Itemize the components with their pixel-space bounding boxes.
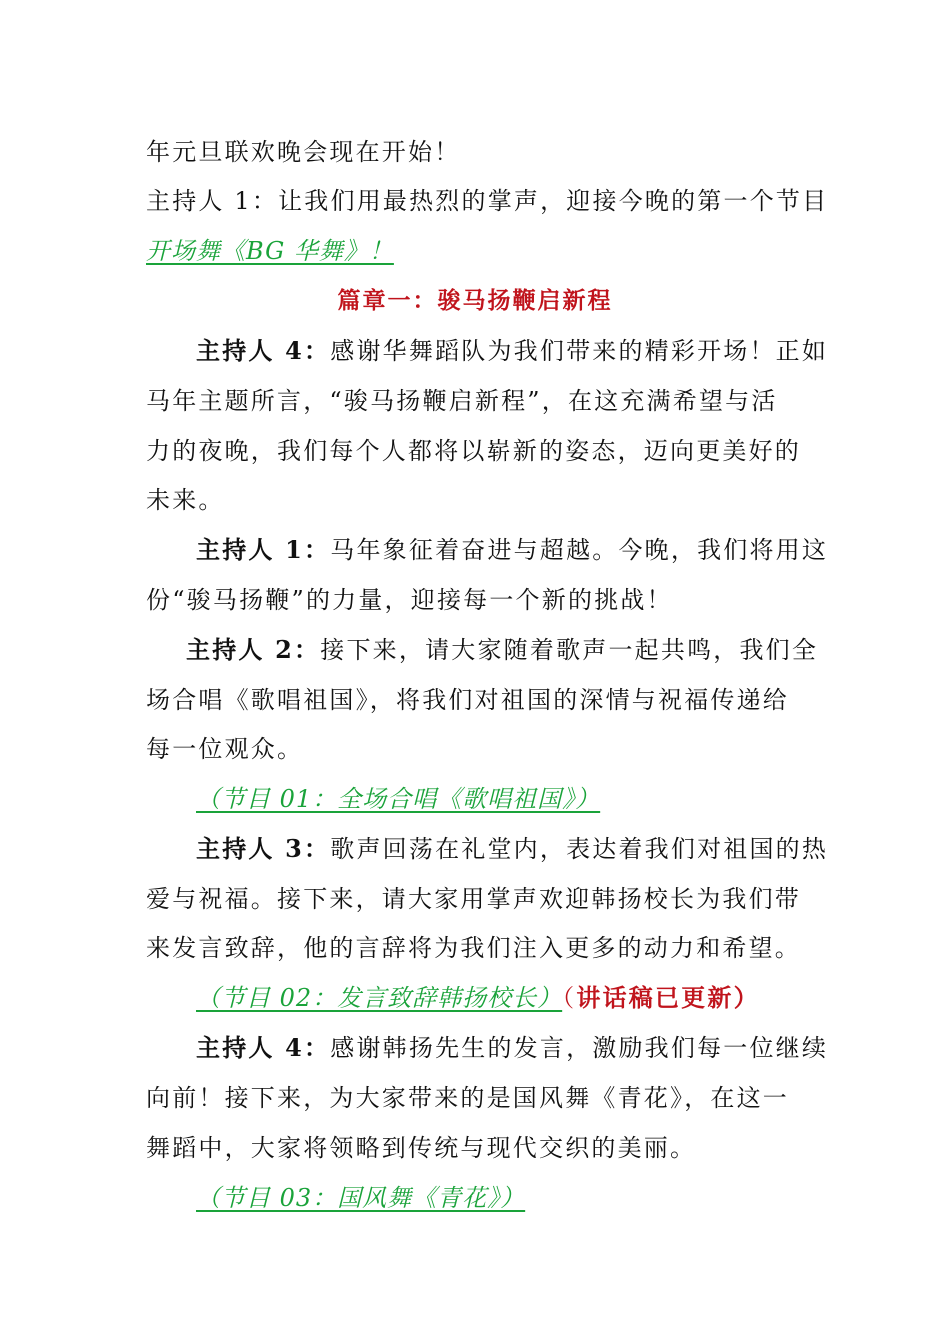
paragraph-line — [186, 635, 818, 665]
paragraph-line: 来发言致辞，他的言辞将为我们注入更多的动力和希望。 — [146, 934, 801, 962]
paragraph-text: 接下来，请大家随着歌声一起共鸣，我们全 — [320, 636, 819, 664]
paragraph-line: 马年主题所言，“骏马扬鞭启新程”，在这充满希望与活 — [146, 387, 778, 415]
paragraph-line: 爱与祝福。接下来，请大家用掌声欢迎韩扬校长为我们带 — [146, 885, 801, 913]
paragraph-line: 未来。 — [146, 486, 225, 514]
text-line: 主持人 1：让我们用最热烈的掌声，迎接今晚的第一个节目 — [146, 187, 829, 215]
speaker-label: 主持人 1： — [196, 535, 331, 564]
program-item: （节目 03：国风舞《青花》） — [196, 1184, 526, 1212]
paragraph-text: 马年象征着奋进与超越。今晚，我们将用这 — [330, 536, 829, 564]
paragraph-line: 份“骏马扬鞭”的力量，迎接每一个新的挑战！ — [146, 586, 673, 614]
speaker-label: 主持人 3： — [196, 834, 331, 863]
paragraph-text: 歌声回荡在礼堂内，表达着我们对祖国的热 — [330, 835, 829, 863]
paragraph-text: 感谢韩扬先生的发言，激励我们每一位继续 — [330, 1034, 829, 1062]
paragraph-line — [196, 336, 828, 366]
paragraph-line: 舞蹈中，大家将领略到传统与现代交织的美丽。 — [146, 1134, 697, 1162]
chapter-heading: 篇章一：骏马扬鞭启新程 — [337, 287, 613, 314]
speaker-label: 主持人 4： — [196, 336, 331, 365]
paragraph-line — [196, 834, 828, 864]
paragraph-line: 每一位观众。 — [146, 735, 304, 763]
program-title: 开场舞《BG 华舞》！ — [146, 237, 394, 265]
paragraph-line — [196, 535, 828, 565]
paragraph-text: 感谢华舞蹈队为我们带来的精彩开场！正如 — [330, 337, 829, 365]
speaker-label: 主持人 2： — [186, 635, 321, 664]
update-note: 讲话稿已更新） — [576, 983, 760, 1012]
program-item — [196, 983, 760, 1013]
speaker-label: 主持人 4： — [196, 1033, 331, 1062]
paragraph-line: 场合唱《歌唱祖国》，将我们对祖国的深情与祝福传递给 — [146, 686, 789, 714]
paragraph-line: 力的夜晚，我们每个人都将以崭新的姿态，迈向更美好的 — [146, 437, 801, 465]
text-line: 年元旦联欢晚会现在开始！ — [146, 138, 461, 166]
program-title: （节目 02：发言致辞韩扬校长） — [196, 984, 563, 1012]
paragraph-line: 向前！接下来，为大家带来的是国风舞《青花》，在这一 — [146, 1084, 789, 1112]
paragraph-line — [196, 1033, 828, 1063]
note-open-paren: （ — [562, 984, 577, 1012]
program-item: （节目 01：全场合唱《歌唱祖国》） — [196, 785, 601, 813]
